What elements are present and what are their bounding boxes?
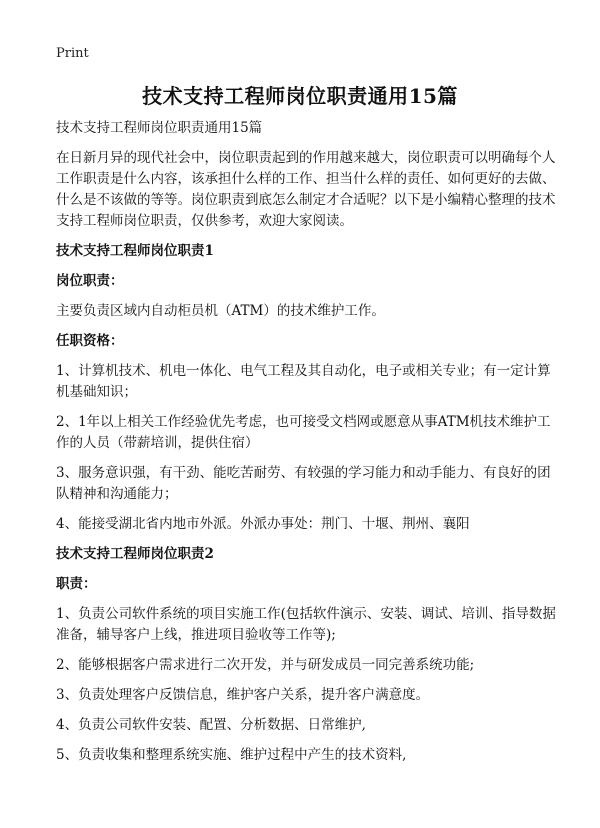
document-subtitle: 技术支持工程师岗位职责通用15篇 <box>56 120 263 136</box>
section1-req-heading: 任职资格： <box>56 333 124 349</box>
section2-duty-heading: 职责： <box>56 576 97 592</box>
req-item-2: 2、1年以上相关工作经验优先考虑，也可接受文档网或愿意从事ATM机技术维护工作的人员（带薪培训，提供住宿） <box>56 414 551 451</box>
document-body <box>56 118 556 775</box>
document-title: 技术支持工程师岗位职责通用15篇 <box>142 84 458 108</box>
section2-heading: 技术支持工程师岗位职责2 <box>56 546 214 562</box>
duty-item-3: 3、负责处理客户反馈信息，维护客户关系，提升客户满意度。 <box>56 687 430 703</box>
duty-item-4: 4、负责公司软件安装、配置、分析数据、日常维护, <box>56 717 366 733</box>
print-label: Print <box>56 46 89 61</box>
section1-duty-text: 主要负责区域内自动柜员机（ATM）的技术维护工作。 <box>56 303 385 319</box>
section1-duty-heading: 岗位职责： <box>56 273 124 289</box>
req-item-1: 1、计算机技术、机电一体化、电气工程及其自动化，电子或相关专业；有一定计算机基础知识； <box>56 363 551 400</box>
duty-item-5: 5、负责收集和整理系统实施、维护过程中产生的技术资料, <box>56 747 407 763</box>
req-item-3: 3、服务意识强，有干劲、能吃苦耐劳、有较强的学习能力和动手能力、有良好的团队精神和沟通能力； <box>56 465 551 502</box>
section1-heading: 技术支持工程师岗位职责1 <box>56 243 214 259</box>
req-item-4: 4、能接受湖北省内地市外派。外派办事处：荆门、十堰、荆州、襄阳 <box>56 516 470 532</box>
duty-item-1: 1、负责公司软件系统的项目实施工作(包括软件演示、安装、调试、培训、指导数据准备，辅导客户上线，推进项目验收等工作等); <box>56 606 556 643</box>
intro-paragraph: 在日新月异的现代社会中，岗位职责起到的作用越来越大，岗位职责可以明确每个人工作职责是什么内容，该承担什么样的工作、担当什么样的责任、如何更好的去做、什么是不该做的等等。岗位职责到底怎么制定才合适呢？以下是小编精心整理的技术支持工程师岗位职责，仅供参考，欢迎大家阅读。 <box>56 150 556 229</box>
duty-item-2: 2、能够根据客户需求进行二次开发，并与研发成员一同完善系统功能; <box>56 657 475 673</box>
